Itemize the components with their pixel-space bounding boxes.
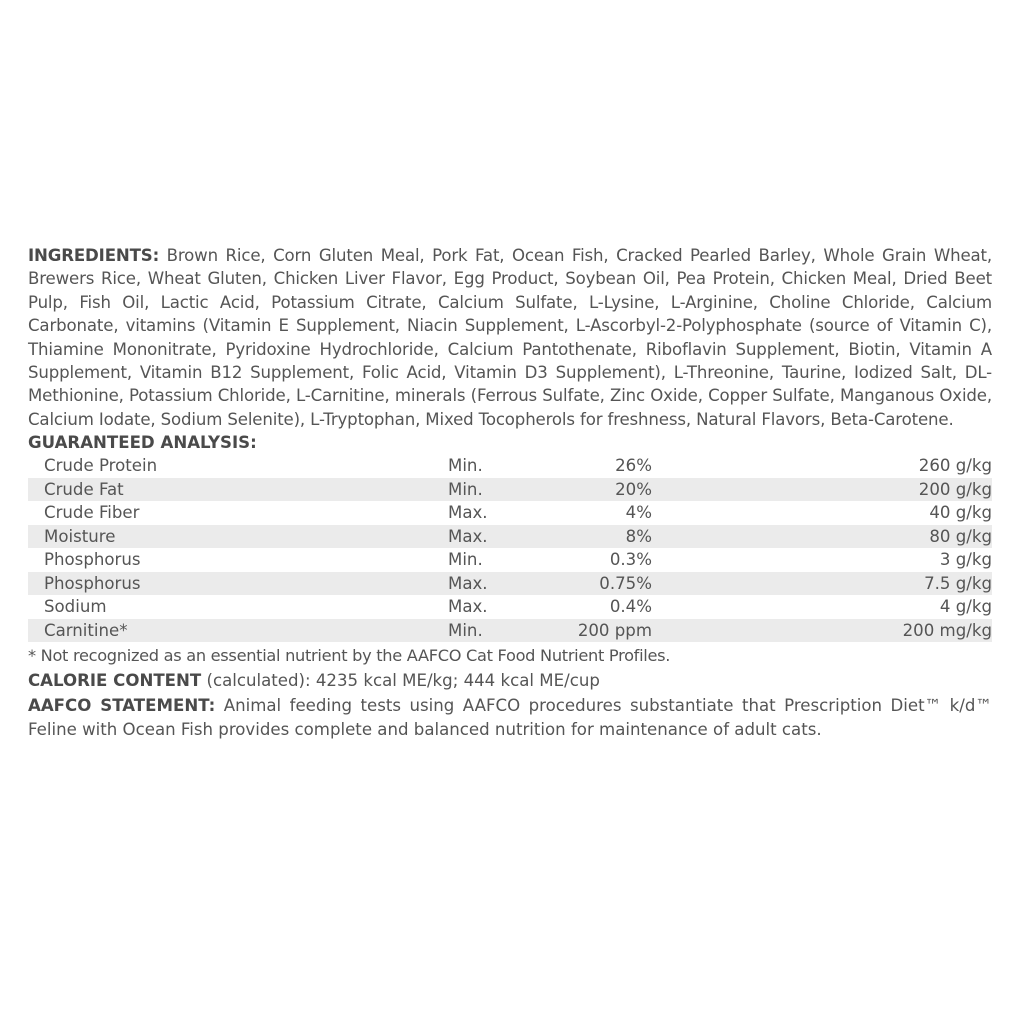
analysis-row (28, 619, 992, 643)
nutrient-percent: 0.75% (599, 573, 652, 593)
nutrient-name: Crude Fiber (44, 503, 140, 523)
nutrient-qualifier: Max. (448, 597, 488, 617)
aafco-statement-text: Animal feeding tests using AAFCO procedures substantiate that Prescription Diet™ k/d™ Feline with Ocean Fish provides complete and balanced nutrition for maintenance of adult cats. (28, 696, 992, 739)
nutrient-percent: 200 ppm (577, 620, 652, 640)
nutrient-percent: 26% (615, 456, 652, 476)
ingredients-paragraph (28, 244, 992, 431)
nutrient-name: Carnitine* (44, 620, 128, 640)
calorie-content-text: (calculated): 4235 kcal ME/kg; 444 kcal ME/cup (201, 671, 600, 691)
nutrient-qualifier: Min. (448, 456, 483, 476)
nutrient-name: Phosphorus (44, 550, 141, 570)
analysis-row (28, 454, 992, 478)
aafco-statement (28, 694, 992, 741)
nutrient-percent: 8% (625, 526, 652, 546)
analysis-row (28, 501, 992, 525)
guaranteed-analysis-table (28, 454, 992, 642)
calorie-content-heading: CALORIE CONTENT (28, 671, 202, 691)
nutrient-name: Crude Protein (44, 456, 158, 476)
nutrient-metric: 200 g/kg (918, 479, 992, 499)
nutrient-metric: 200 mg/kg (902, 620, 992, 640)
nutrient-qualifier: Min. (448, 479, 483, 499)
nutrient-percent: 0.3% (609, 550, 652, 570)
nutrient-metric: 80 g/kg (929, 526, 992, 546)
analysis-row (28, 572, 992, 596)
nutrient-qualifier: Max. (448, 526, 488, 546)
guaranteed-analysis-heading: GUARANTEED ANALYSIS: (28, 433, 257, 453)
nutrient-metric: 40 g/kg (929, 503, 992, 523)
nutrient-qualifier: Max. (448, 573, 488, 593)
nutrient-name: Phosphorus (44, 573, 141, 593)
analysis-row (28, 525, 992, 549)
nutrient-percent: 0.4% (609, 597, 652, 617)
nutrient-metric: 260 g/kg (918, 456, 992, 476)
nutrient-qualifier: Min. (448, 550, 483, 570)
nutrition-label (28, 244, 992, 741)
nutrient-name: Crude Fat (44, 479, 124, 499)
nutrient-qualifier: Min. (448, 620, 483, 640)
ingredients-text: Brown Rice, Corn Gluten Meal, Pork Fat, Ocean Fish, Cracked Pearled Barley, Whole Grain Wheat, Brewers Rice, Wheat Gluten, Chicken Liver Flavor, Egg Product, Soybean Oil, Pea Protein, Chicken Meal, Dried Beet Pulp, Fish Oil, Lactic Acid, Potassium Citrate, Calcium Sulfate, L-Lysine, L-Arginine, Choline Chloride, Calcium Carbonate, vitamins (Vitamin E Supplement, Niacin Supplement, L-Ascorbyl-2-Polyphosphate (source of Vitamin C), Thiamine Mononitrate, Pyridoxine Hydrochloride, Calcium Pantothenate, Riboflavin Supplement, Biotin, Vitamin A Supplement, Vitamin B12 Supplement, Folic Acid, Vitamin D3 Supplement), L-Threonine, Taurine, Iodized Salt, DL-Methionine, Potassium Chloride, L-Carnitine, minerals (Ferrous Sulfate, Zinc Oxide, Copper Sulfate, Manganous Oxide, Calcium Iodate, Sodium Selenite), L-Tryptophan, Mixed Tocopherols for freshness, Natural Flavors, Beta-Carotene. (28, 246, 992, 429)
nutrient-name: Moisture (44, 526, 116, 546)
analysis-table-body (28, 454, 992, 642)
nutrient-metric: 4 g/kg (939, 597, 992, 617)
nutrient-percent: 4% (625, 503, 652, 523)
analysis-row (28, 478, 992, 502)
calorie-content (28, 669, 992, 692)
analysis-row (28, 595, 992, 619)
carnitine-footnote: * Not recognized as an essential nutrient by the AAFCO Cat Food Nutrient Profiles. (28, 646, 671, 666)
analysis-row (28, 548, 992, 572)
nutrient-metric: 7.5 g/kg (924, 573, 992, 593)
nutrient-percent: 20% (615, 479, 652, 499)
aafco-statement-heading: AAFCO STATEMENT: (28, 696, 216, 716)
ingredients-heading: INGREDIENTS: (28, 246, 160, 265)
nutrient-qualifier: Max. (448, 503, 488, 523)
nutrient-name: Sodium (44, 597, 107, 617)
nutrient-metric: 3 g/kg (939, 550, 992, 570)
